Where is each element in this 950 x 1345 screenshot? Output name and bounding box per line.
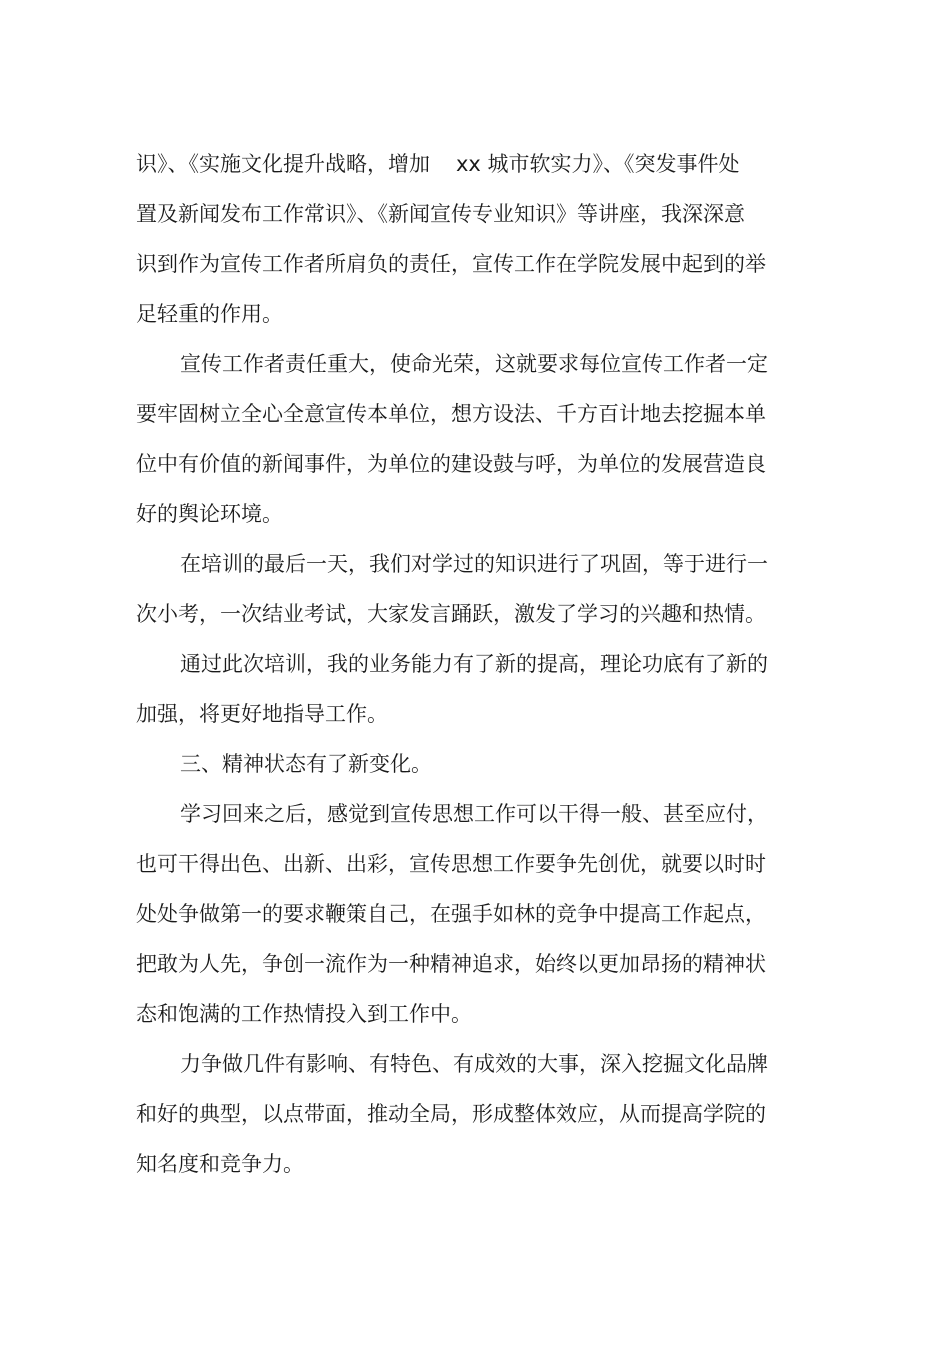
text-line xyxy=(136,142,776,192)
document-body xyxy=(136,142,776,1192)
text-line: 力争做几件有影响、有特色、有成效的大事，深入挖掘文化品牌 xyxy=(180,1052,768,1076)
text-line: 处处争做第一的要求鞭策自己，在强手如林的竞争中提高工作起点， xyxy=(136,902,766,926)
text-line: 次小考，一次结业考试，大家发言踊跃，激发了学习的兴趣和热情。 xyxy=(136,602,766,626)
text-line: 在培训的最后一天，我们对学过的知识进行了巩固，等于进行一 xyxy=(180,552,768,576)
text-line: 要牢固树立全心全意宣传本单位，想方设法、千方百计地去挖掘本单 xyxy=(136,402,766,426)
text-line: 识到作为宣传工作者所肩负的责任，宣传工作在学院发展中起到的举 xyxy=(136,252,766,276)
text-line: 和好的典型，以点带面，推动全局，形成整体效应，从而提高学院的 xyxy=(136,1102,766,1126)
text-line: 位中有价值的新闻事件，为单位的建设鼓与呼，为单位的发展营造良 xyxy=(136,452,766,476)
text-line: 也可干得出色、出新、出彩，宣传思想工作要争先创优，就要以时时 xyxy=(136,852,766,876)
text-line: 把敢为人先，争创一流作为一种精神追求，始终以更加昂扬的精神状 xyxy=(136,952,766,976)
text-line: 好的舆论环境。 xyxy=(136,502,283,526)
text-segment: 识》、《实施文化提升战略，增加 xyxy=(136,152,430,176)
text-line: 态和饱满的工作热情投入到工作中。 xyxy=(136,1002,472,1026)
text-line: 学习回来之后，感觉到宣传思想工作可以干得一般、甚至应付， xyxy=(180,802,768,826)
text-line: 加强，将更好地指导工作。 xyxy=(136,702,388,726)
text-line: 置及新闻发布工作常识》、《新闻宣传专业知识》等讲座，我深深意 xyxy=(136,202,745,226)
text-line: 宣传工作者责任重大，使命光荣，这就要求每位宣传工作者一定 xyxy=(180,352,768,376)
section-heading: 三、精神状态有了新变化。 xyxy=(180,752,432,776)
text-segment: xx 城市软实力》、《突发事件处 xyxy=(456,152,740,176)
text-line: 知名度和竞争力。 xyxy=(136,1152,304,1176)
text-line: 通过此次培训，我的业务能力有了新的提高，理论功底有了新的 xyxy=(180,652,768,676)
text-line: 足轻重的作用。 xyxy=(136,302,283,326)
